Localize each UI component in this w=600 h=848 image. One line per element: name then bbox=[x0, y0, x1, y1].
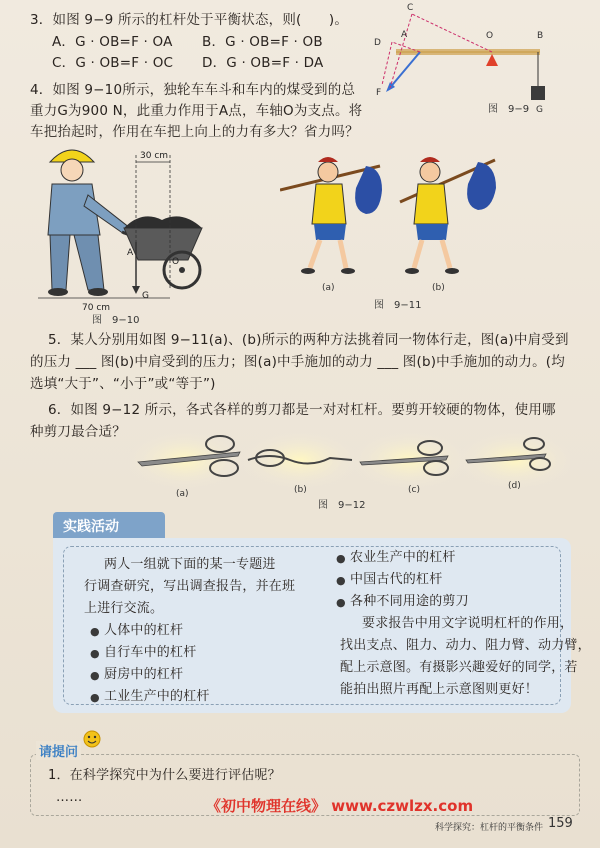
boy-b-shorts bbox=[416, 224, 448, 240]
label-b: B bbox=[537, 31, 544, 41]
activity-intro-2: 行调查研究，写出调查报告，并在班 bbox=[84, 579, 296, 594]
fig-9-12-sub-a: (a) bbox=[176, 489, 189, 499]
fig-9-11-sub-b: (b) bbox=[432, 283, 445, 293]
fig-9-11-caption: 图 9−11 bbox=[374, 300, 422, 311]
activity-right-item-1: 农业生产中的杠杆 bbox=[350, 550, 456, 565]
boy-a-leg-right bbox=[340, 240, 346, 268]
bullet-icon: ● bbox=[90, 625, 100, 638]
fig-9-12-sub-b: (b) bbox=[294, 485, 307, 495]
activity-tab bbox=[53, 512, 165, 540]
boy-a-head bbox=[318, 162, 338, 182]
ask-question: 1．在科学探究中为什么要进行评估呢？ bbox=[48, 768, 281, 783]
boy-b-shirt bbox=[414, 184, 448, 224]
boy-b-cap bbox=[420, 157, 440, 162]
bullet-icon: ● bbox=[336, 552, 346, 565]
q5-line-1: 5．某人分别用如图 9−11(a)、(b)所示的两种方法挑着同一物体行走，图(a)中肩受到 bbox=[48, 332, 569, 348]
fig-9-12-sub-d: (d) bbox=[508, 481, 521, 491]
label-d: D bbox=[374, 38, 381, 48]
activity-req-3: 配上示意图。有摄影兴趣爱好的同学，若 bbox=[340, 660, 578, 675]
worker-leg-right bbox=[74, 235, 104, 290]
worker-shoe-right bbox=[88, 288, 108, 296]
ask-label: 请提问 bbox=[36, 741, 81, 760]
figure-9-10-wheelbarrow bbox=[12, 140, 222, 315]
q6-line-2: 种剪刀最合适？ bbox=[30, 424, 126, 440]
boy-b-shoe-right bbox=[445, 268, 459, 274]
bullet-icon: ● bbox=[336, 574, 346, 587]
smiley-icon bbox=[82, 729, 102, 749]
fig-9-9-caption: 图 9−9 bbox=[488, 104, 530, 115]
figure-9-11-carrying bbox=[280, 140, 500, 300]
fig-9-12-caption: 图 9−12 bbox=[318, 500, 366, 511]
bullet-icon: ● bbox=[336, 596, 346, 609]
boy-a-leg-left bbox=[310, 240, 320, 268]
boy-a-cap bbox=[318, 157, 338, 162]
label-o-point: O bbox=[172, 257, 180, 267]
q5-line-2: 的压力 ___ 图(b)中肩受到的压力；图(a)中手施加的动力 ___ 图(b)中手施加的动力。(均 bbox=[30, 354, 565, 370]
boy-a-shorts bbox=[314, 224, 346, 240]
activity-intro-3: 上进行交流。 bbox=[84, 601, 164, 616]
label-g-point: G bbox=[142, 291, 149, 301]
q4-line-2: 重力G为900 N，此重力作用于A点，车轴O为支点。将 bbox=[30, 103, 363, 119]
q3-option-b: B．G · OB=F · OB bbox=[202, 34, 323, 50]
boy-b-leg-right bbox=[442, 240, 450, 268]
watermark: 《初中物理在线》 www.czwlzx.com bbox=[206, 797, 474, 815]
weight-block bbox=[531, 86, 545, 100]
fig-9-11-sub-a: (a) bbox=[322, 283, 335, 293]
label-a: A bbox=[401, 30, 408, 40]
wheel-axle bbox=[179, 267, 185, 273]
q3-option-c: C．G · OB=F · OC bbox=[52, 55, 174, 71]
q3-stem: 3．如图 9−9 所示的杠杆处于平衡状态，则( )。 bbox=[30, 12, 349, 28]
q4-line-3: 车把抬起时，作用在车把上向上的力有多大？省力吗？ bbox=[30, 124, 359, 140]
label-f: F bbox=[376, 88, 382, 98]
arm-line-oc bbox=[412, 14, 492, 52]
label-c: C bbox=[407, 3, 414, 13]
q3-option-a: A．G · OB=F · OA bbox=[52, 34, 173, 50]
activity-left-item-3: 厨房中的杠杆 bbox=[104, 667, 184, 682]
boy-a-shirt bbox=[312, 184, 346, 224]
fulcrum-triangle bbox=[486, 54, 498, 66]
boy-b-shoe-left bbox=[405, 268, 419, 274]
q6-line-1: 6．如图 9−12 所示，各式各样的剪刀都是一对对杠杆。要剪开较硬的物体，使用哪 bbox=[48, 402, 556, 418]
activity-req-1: 要求报告中用文字说明杠杆的作用， bbox=[362, 616, 574, 631]
figure-9-12-scissors bbox=[130, 430, 570, 505]
activity-right-item-3: 各种不同用途的剪刀 bbox=[350, 594, 469, 609]
footer-section-title: 科学探究：杠杆的平衡条件 bbox=[435, 823, 544, 833]
activity-right-item-2: 中国古代的杠杆 bbox=[350, 572, 443, 587]
q3-option-d: D．G · OB=F · DA bbox=[202, 55, 324, 71]
dim-30cm-label: 30 cm bbox=[140, 151, 169, 161]
activity-left-item-4: 工业生产中的杠杆 bbox=[104, 689, 210, 704]
page-number: 159 bbox=[548, 816, 573, 831]
boy-a-shoe-left bbox=[301, 268, 315, 274]
q4-line-1: 4．如图 9−10所示，独轮车车斗和车内的煤受到的总 bbox=[30, 82, 356, 98]
activity-req-4: 能拍出照片再配上示意图则更好！ bbox=[340, 682, 539, 697]
bullet-icon: ● bbox=[90, 669, 100, 682]
ask-ellipsis: …… bbox=[56, 790, 83, 805]
bullet-icon: ● bbox=[90, 647, 100, 660]
activity-title: 实践活动 bbox=[63, 519, 119, 535]
boy-b-head bbox=[420, 162, 440, 182]
fig-9-12-sub-c: (c) bbox=[408, 485, 420, 495]
bullet-icon: ● bbox=[90, 691, 100, 704]
activity-req-2: 找出支点、阻力、动力、阻力臂、动力臂， bbox=[340, 638, 591, 653]
force-f-arrow bbox=[388, 52, 420, 90]
bag-a bbox=[355, 166, 382, 214]
fig-9-10-caption: 图 9−10 bbox=[92, 315, 140, 326]
boy-a-shoe-right bbox=[341, 268, 355, 274]
worker-leg-left bbox=[50, 235, 70, 290]
activity-left-item-1: 人体中的杠杆 bbox=[104, 623, 184, 638]
arm-line-df bbox=[382, 42, 392, 85]
label-a-point: A bbox=[127, 248, 134, 258]
worker-head bbox=[61, 159, 83, 181]
gravity-arrowhead bbox=[132, 286, 140, 294]
label-o: O bbox=[486, 31, 494, 41]
label-g: G bbox=[536, 105, 543, 115]
dim-70cm-label: 70 cm bbox=[82, 303, 111, 313]
activity-intro-1: 两人一组就下面的某一专题进 bbox=[104, 557, 276, 572]
worker-shoe-left bbox=[48, 288, 68, 296]
q5-line-3: 选填“大于”、“小于”或“等于”) bbox=[30, 376, 216, 392]
boy-b-leg-left bbox=[414, 240, 422, 268]
figure-9-9-lever bbox=[368, 0, 558, 115]
activity-left-item-2: 自行车中的杠杆 bbox=[104, 645, 197, 660]
